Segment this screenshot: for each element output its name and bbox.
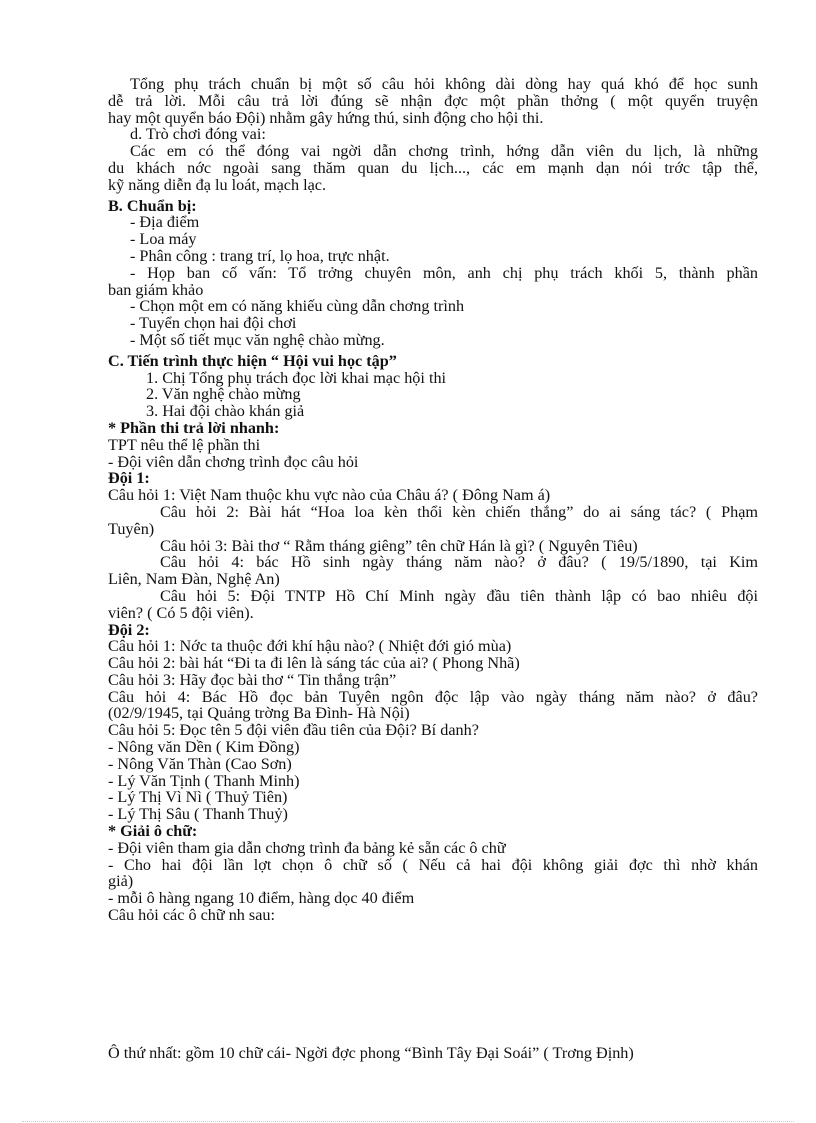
team-1-question: Câu hỏi 1: Việt Nam thuộc khu vực nào của Châu á? ( Đông Nam á) (108, 486, 551, 505)
crossword-line: - Cho hai đội lần lợt chọn ô chữ số ( Nếu cả hai đội không giải đợc thì nhờ khán (108, 855, 758, 874)
team-2-question: Câu hỏi 5: Đọc tên 5 đội viên đầu tiên của Đội? Bí danh? (108, 721, 479, 740)
document-body (108, 76, 758, 924)
team-1-question: Câu hỏi 4: bác Hồ sinh ngày tháng năm nào? ở đâu? ( 19/5/1890, tại Kim (160, 553, 758, 572)
team-2-question: Câu hỏi 4: Bác Hồ đọc bản Tuyên ngôn độc lập vào ngày tháng năm nào? ở đâu? (108, 687, 758, 706)
quick-round-title: * Phần thi trả lời nhanh: (108, 418, 280, 437)
prep-item: - Tuyển chọn hai đội chơi (130, 314, 297, 333)
quick-round-line: - Đội viên dẫn chơng trình đọc câu hỏi (108, 452, 359, 471)
team-2-question: Câu hỏi 3: Hãy đọc bài thơ “ Tin thắng trận” (108, 670, 397, 689)
member-item: - Nông Văn Thàn (Cao Sơn) (108, 754, 292, 773)
crossword-title: * Giải ô chữ: (108, 822, 198, 841)
roleplay-line: kỹ năng diễn đạ lu loát, mạch lạc. (108, 175, 327, 194)
prep-item-continued: ban giám khảo (108, 280, 204, 299)
quick-round-line: TPT nêu thể lệ phần thi (108, 435, 261, 454)
crossword-line: Câu hỏi các ô chữ nh sau: (108, 906, 276, 925)
member-item: - Nông văn Dền ( Kim Đồng) (108, 738, 300, 757)
roleplay-title: d. Trò chơi đóng vai: (130, 125, 266, 144)
team-2-question: Câu hỏi 2: bài hát “Đi ta đi lên là sáng tác của ai? ( Phong Nhã) (108, 654, 520, 673)
intro-line: Tổng phụ trách chuẩn bị một số câu hỏi không dài dòng hay quá khó để học sunh (130, 75, 758, 93)
member-item: - Lý Thị Vì Nì ( Thuỷ Tiên) (108, 788, 288, 807)
member-item: - Lý Văn Tịnh ( Thanh Minh) (108, 771, 300, 790)
team-1-question-continued: viên? ( Có 5 đội viên). (108, 603, 254, 622)
prep-item: - Một số tiết mục văn nghệ chào mừng. (130, 330, 385, 349)
prep-item: - Họp ban cố vấn: Tổ trởng chuyên môn, anh chị phụ trách khối 5, thành phần (130, 263, 758, 282)
prep-item: - Phân công : trang trí, lọ hoa, trực nhật. (130, 246, 390, 265)
crossword-line: - Đội viên tham gia dẫn chơng trình đa bảng kẻ sẵn các ô chữ (108, 838, 506, 857)
team-1-title: Đội 1: (108, 469, 150, 488)
member-item: - Lý Thị Sâu ( Thanh Thuỷ) (108, 805, 288, 824)
team-1-question: Câu hỏi 5: Đội TNTP Hồ Chí Minh ngày đầu tiên thành lập có bao nhiêu đội (160, 586, 758, 605)
intro-line: dễ trả lời. Mỗi câu trả lời đúng sẽ nhận đợc một phần thởng ( một quyển truyện (108, 91, 758, 110)
prep-item: - Chọn một em có năng khiếu cùng dẫn chơng trình (130, 297, 465, 316)
team-2-question-continued: (02/9/1945, tại Quảng trờng Ba Đình- Hà Nội) (108, 704, 410, 723)
procedure-step: 3. Hai đội chào khán giả (146, 402, 305, 421)
roleplay-line: Các em có thể đóng vai ngời dẫn chơng trình, hớng dẫn viên du lịch, là những (130, 142, 758, 161)
team-1-question: Câu hỏi 2: Bài hát “Hoa loa kèn thổi kèn chiến thắng” do ai sáng tác? ( Phạm (160, 502, 758, 521)
procedure-step: 1. Chị Tổng phụ trách đọc lời khai mạc hội thi (146, 368, 447, 387)
prep-item: - Địa điểm (130, 213, 200, 232)
procedure-step: 2. Văn nghệ chào mừng (146, 385, 301, 404)
prep-item: - Loa máy (130, 230, 197, 249)
team-1-question-continued: Tuyên) (108, 519, 155, 538)
crossword-line: - mỗi ô hàng ngang 10 điểm, hàng dọc 40 điểm (108, 889, 415, 908)
section-b-title: B. Chuẩn bị: (108, 196, 197, 215)
team-2-question: Câu hỏi 1: Nớc ta thuộc đới khí hậu nào? ( Nhiệt đới gió mùa) (108, 637, 512, 656)
roleplay-line: du khách nớc ngoài sang thăm quan du lịch..., các em mạnh dạn nói trớc tập thể, (108, 158, 758, 177)
team-2-title: Đội 2: (108, 620, 150, 639)
section-c-title: C. Tiến trình thực hiện “ Hội vui học tập” (108, 351, 397, 370)
crossword-line-continued: giả) (108, 872, 134, 891)
team-1-question: Câu hỏi 3: Bài thơ “ Rằm tháng giêng” tên chữ Hán là gì? ( Nguyên Tiêu) (160, 536, 638, 555)
intro-line: hay một quyển báo Đội) nhằm gây hứng thú, sinh động cho hội thi. (108, 108, 544, 127)
page-bottom-rule (22, 1121, 794, 1122)
first-crossword-clue: Ô thứ nhất: gồm 10 chữ cái- Ngời đợc phong “Bình Tây Đại Soái” ( Trơng Định) (108, 1044, 634, 1062)
team-1-question-continued: Liên, Nam Đàn, Nghệ An) (108, 570, 280, 589)
